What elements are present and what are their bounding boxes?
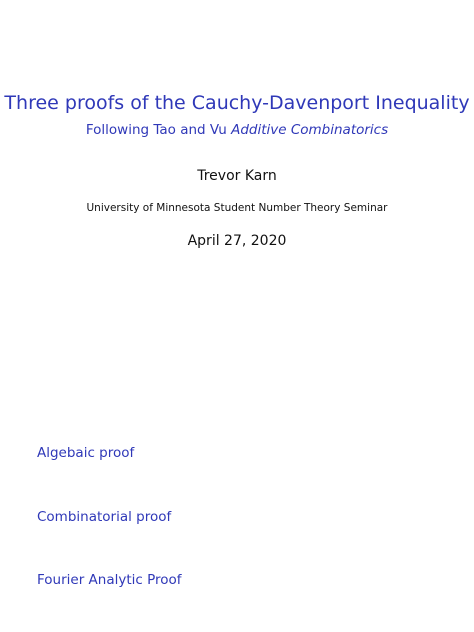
toc-link-combinatorial-proof[interactable]: Combinatorial proof bbox=[37, 509, 172, 525]
subtitle-book-title: Additive Combinatorics bbox=[231, 122, 389, 138]
institute-name: University of Minnesota Student Number Theory Seminar bbox=[86, 202, 388, 214]
page-title: Three proofs of the Cauchy-Davenport Inequality bbox=[4, 92, 470, 114]
author-name: Trevor Karn bbox=[197, 168, 277, 184]
toc-link-algebraic-proof[interactable]: Algebaic proof bbox=[37, 445, 135, 461]
subtitle-prefix: Following Tao and Vu bbox=[85, 122, 232, 138]
toc-link-fourier-analytic-proof[interactable]: Fourier Analytic Proof bbox=[37, 572, 182, 588]
page-subtitle bbox=[0, 122, 474, 138]
presentation-date: April 27, 2020 bbox=[187, 233, 287, 249]
